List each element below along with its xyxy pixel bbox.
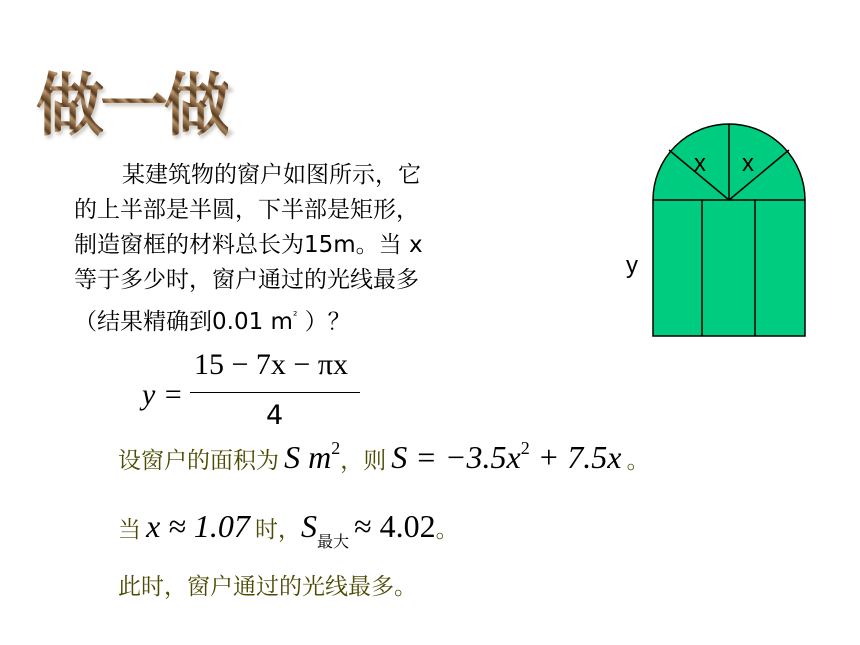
result-mid: 时， bbox=[254, 517, 301, 543]
area-var-sup: 2 bbox=[331, 438, 341, 458]
area-mid: ，则 bbox=[340, 448, 387, 474]
area-line bbox=[118, 438, 650, 476]
area-var: S m bbox=[284, 439, 332, 475]
result-s-sub: 最大 bbox=[316, 532, 349, 551]
result-end: 。 bbox=[435, 517, 459, 543]
area-expr-a: S = −3.5x bbox=[391, 439, 521, 475]
area-end: 。 bbox=[626, 448, 650, 474]
label-x-right: x bbox=[742, 150, 754, 177]
problem-line-1: 某建筑物的窗户如图所示，它 bbox=[122, 162, 421, 188]
window-diagram bbox=[600, 120, 820, 354]
result-s-expr: ≈ 4.02 bbox=[354, 508, 436, 544]
slide-title: 做一做 bbox=[36, 52, 228, 149]
result-s-var: S bbox=[300, 508, 317, 544]
result-x-expr: x ≈ 1.07 bbox=[146, 508, 250, 544]
area-expr-b: + 7.5x bbox=[529, 439, 622, 475]
problem-line-5 bbox=[74, 298, 514, 340]
unit-superscript: ² bbox=[292, 309, 298, 322]
y-formula-lhs: y = bbox=[142, 378, 184, 411]
problem-line-3: 制造窗框的材料总长为15m。当 x bbox=[74, 232, 423, 258]
fraction-bar bbox=[190, 392, 360, 393]
y-formula-numerator: 15 − 7x − πx bbox=[194, 348, 348, 381]
label-y: y bbox=[626, 252, 638, 279]
area-expr-sup: 2 bbox=[520, 438, 530, 458]
conclusion-line: 此时，窗户通过的光线最多。 bbox=[118, 574, 417, 600]
y-formula-denominator: 4 bbox=[266, 400, 284, 431]
problem-text bbox=[74, 158, 514, 340]
problem-line-4: 等于多少时，窗户通过的光线最多 bbox=[74, 267, 419, 293]
problem-line-5-text: （结果精确到0.01 m bbox=[74, 309, 293, 335]
area-prefix: 设窗户的面积为 bbox=[118, 448, 279, 474]
result-line bbox=[118, 508, 459, 552]
window-diagram-svg bbox=[600, 120, 820, 350]
problem-line-2: 的上半部是半圆，下半部是矩形， bbox=[74, 197, 419, 223]
result-prefix: 当 bbox=[118, 517, 141, 543]
problem-line-5-end: ）？ bbox=[297, 309, 351, 335]
label-x-left: x bbox=[694, 150, 706, 177]
